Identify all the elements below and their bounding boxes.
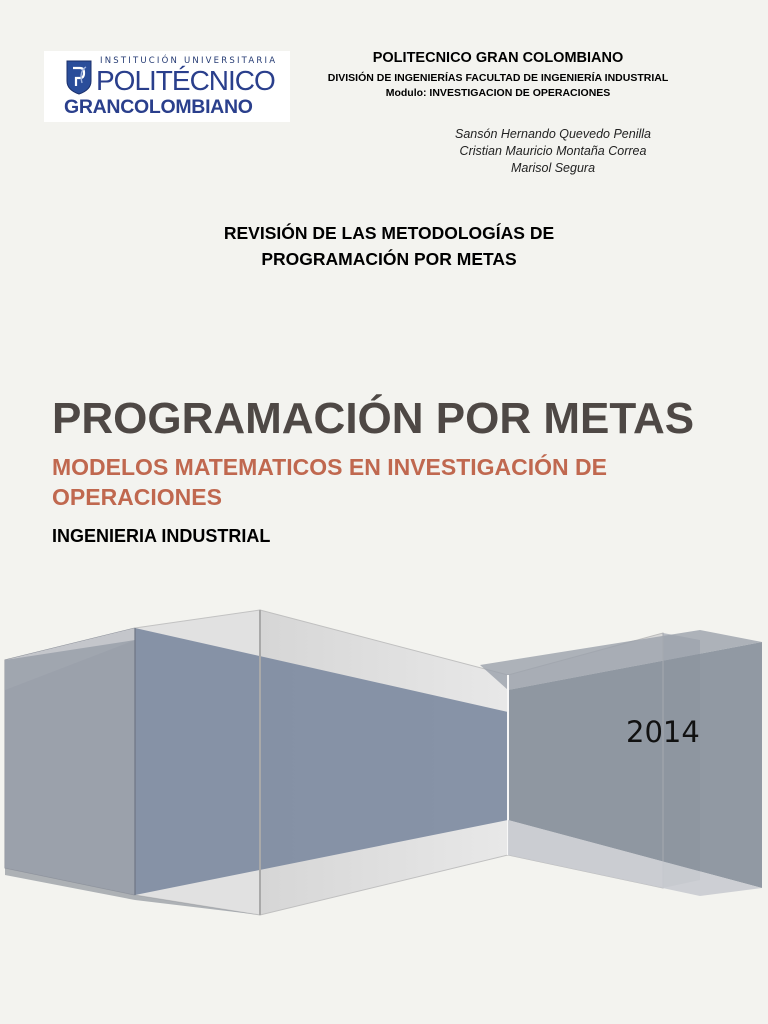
document-title: PROGRAMACIÓN POR METAS (52, 394, 695, 443)
logo-grancolombiano-text: GRANCOLOMBIANO (64, 96, 253, 118)
shield-emblem-icon (64, 59, 94, 95)
subtitle-line: MODELOS MATEMATICOS EN INVESTIGACIÓN DE (52, 454, 607, 480)
author-name: Cristian Mauricio Montaña Correa (459, 144, 647, 158)
subtitle-line: OPERACIONES (52, 484, 222, 510)
decorative-ribbon-graphic (0, 600, 768, 930)
author-name: Sansón Hernando Quevedo Penilla (455, 127, 651, 141)
author-name: Marisol Segura (510, 161, 596, 175)
program-name: INGENIERIA INDUSTRIAL (52, 526, 271, 546)
institution-logo (44, 51, 290, 122)
document-subtitle (52, 452, 742, 512)
institution-name: POLITECNICO GRAN COLOMBIANO (372, 50, 624, 66)
publication-year: 2014 (626, 715, 700, 749)
review-title (0, 220, 768, 272)
logo-politecnico-text: POLITÉCNICO (96, 65, 275, 96)
review-title-line: REVISIÓN DE LAS METODOLOGÍAS DE (223, 223, 555, 243)
module-line: Modulo: INVESTIGACION DE OPERACIONES (385, 87, 611, 99)
review-title-line: PROGRAMACIÓN POR METAS (261, 249, 517, 269)
division-line: DIVISIÓN DE INGENIERÍAS FACULTAD DE INGENIERÍA INDUSTRIAL (327, 72, 669, 84)
author-list (420, 126, 686, 177)
logo-institution-text: INSTITUCIÓN UNIVERSITARIA (100, 56, 278, 66)
